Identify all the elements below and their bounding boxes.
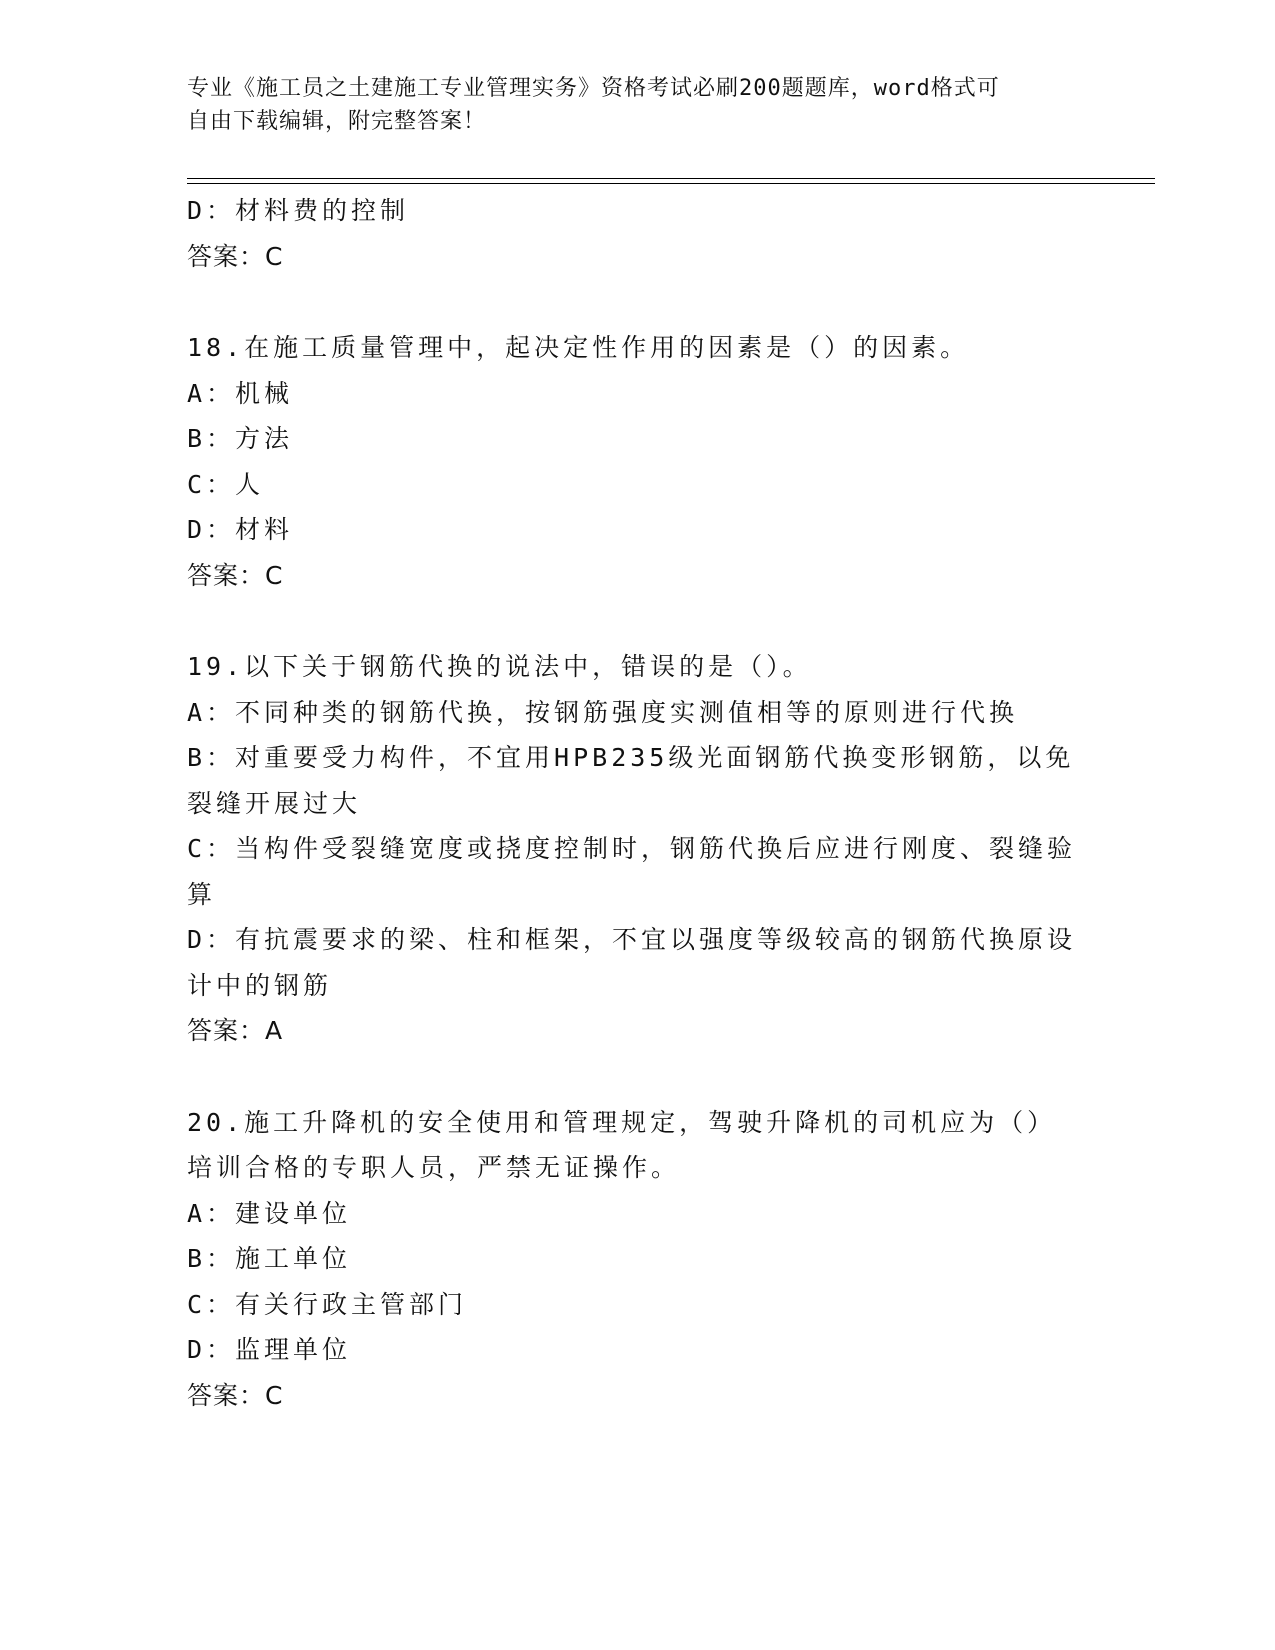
question-19 xyxy=(187,644,1077,1054)
option-b: B：施工单位 xyxy=(187,1244,352,1273)
page-header xyxy=(187,72,1067,138)
answer: 答案：C xyxy=(187,241,284,271)
option-a: A：建设单位 xyxy=(187,1198,352,1228)
header-line-1: 专业《施工员之土建施工专业管理实务》资格考试必刷200题题库，word格式可 xyxy=(187,76,1000,101)
spacer xyxy=(187,598,1077,644)
option-a: A：机械 xyxy=(187,378,294,408)
option-a: A：不同种类的钢筋代换，按钢筋强度实测值相等的原则进行代换 xyxy=(187,697,1019,727)
spacer xyxy=(187,279,1077,325)
option-d: D：监理单位 xyxy=(187,1335,352,1364)
option-d: D：材料 xyxy=(187,515,294,544)
question-title: 20.施工升降机的安全使用和管理规定，驾驶升降机的司机应为（）培训合格的专职人员，严禁无证操作。 xyxy=(187,1107,1057,1182)
option-d: D：有抗震要求的梁、柱和框架，不宜以强度等级较高的钢筋代换原设计中的钢筋 xyxy=(187,925,1077,1000)
question-title: 18.在施工质量管理中，起决定性作用的因素是（）的因素。 xyxy=(187,333,970,362)
header-rule-top xyxy=(187,178,1155,179)
spacer xyxy=(187,1054,1077,1100)
header-line-2: 自由下载编辑，附完整答案！ xyxy=(187,109,487,134)
question-18 xyxy=(187,325,1077,598)
answer: 答案：A xyxy=(187,1016,284,1045)
header-rule-bottom xyxy=(187,183,1155,184)
question-17-tail xyxy=(187,188,1077,279)
question-list xyxy=(187,188,1077,1418)
question-20 xyxy=(187,1100,1077,1419)
question-title: 19.以下关于钢筋代换的说法中，错误的是（）。 xyxy=(187,652,812,681)
answer: 答案：C xyxy=(187,1380,284,1410)
option-b: B：方法 xyxy=(187,424,294,453)
option-c: C：当构件受裂缝宽度或挠度控制时，钢筋代换后应进行刚度、裂缝验算 xyxy=(187,834,1077,909)
option-c: C：有关行政主管部门 xyxy=(187,1289,468,1319)
option-c: C：人 xyxy=(187,469,265,499)
option-b: B：对重要受力构件，不宜用HPB235级光面钢筋代换变形钢筋，以免裂缝开展过大 xyxy=(187,743,1075,818)
option-d: D：材料费的控制 xyxy=(187,196,410,225)
answer: 答案：C xyxy=(187,560,284,590)
